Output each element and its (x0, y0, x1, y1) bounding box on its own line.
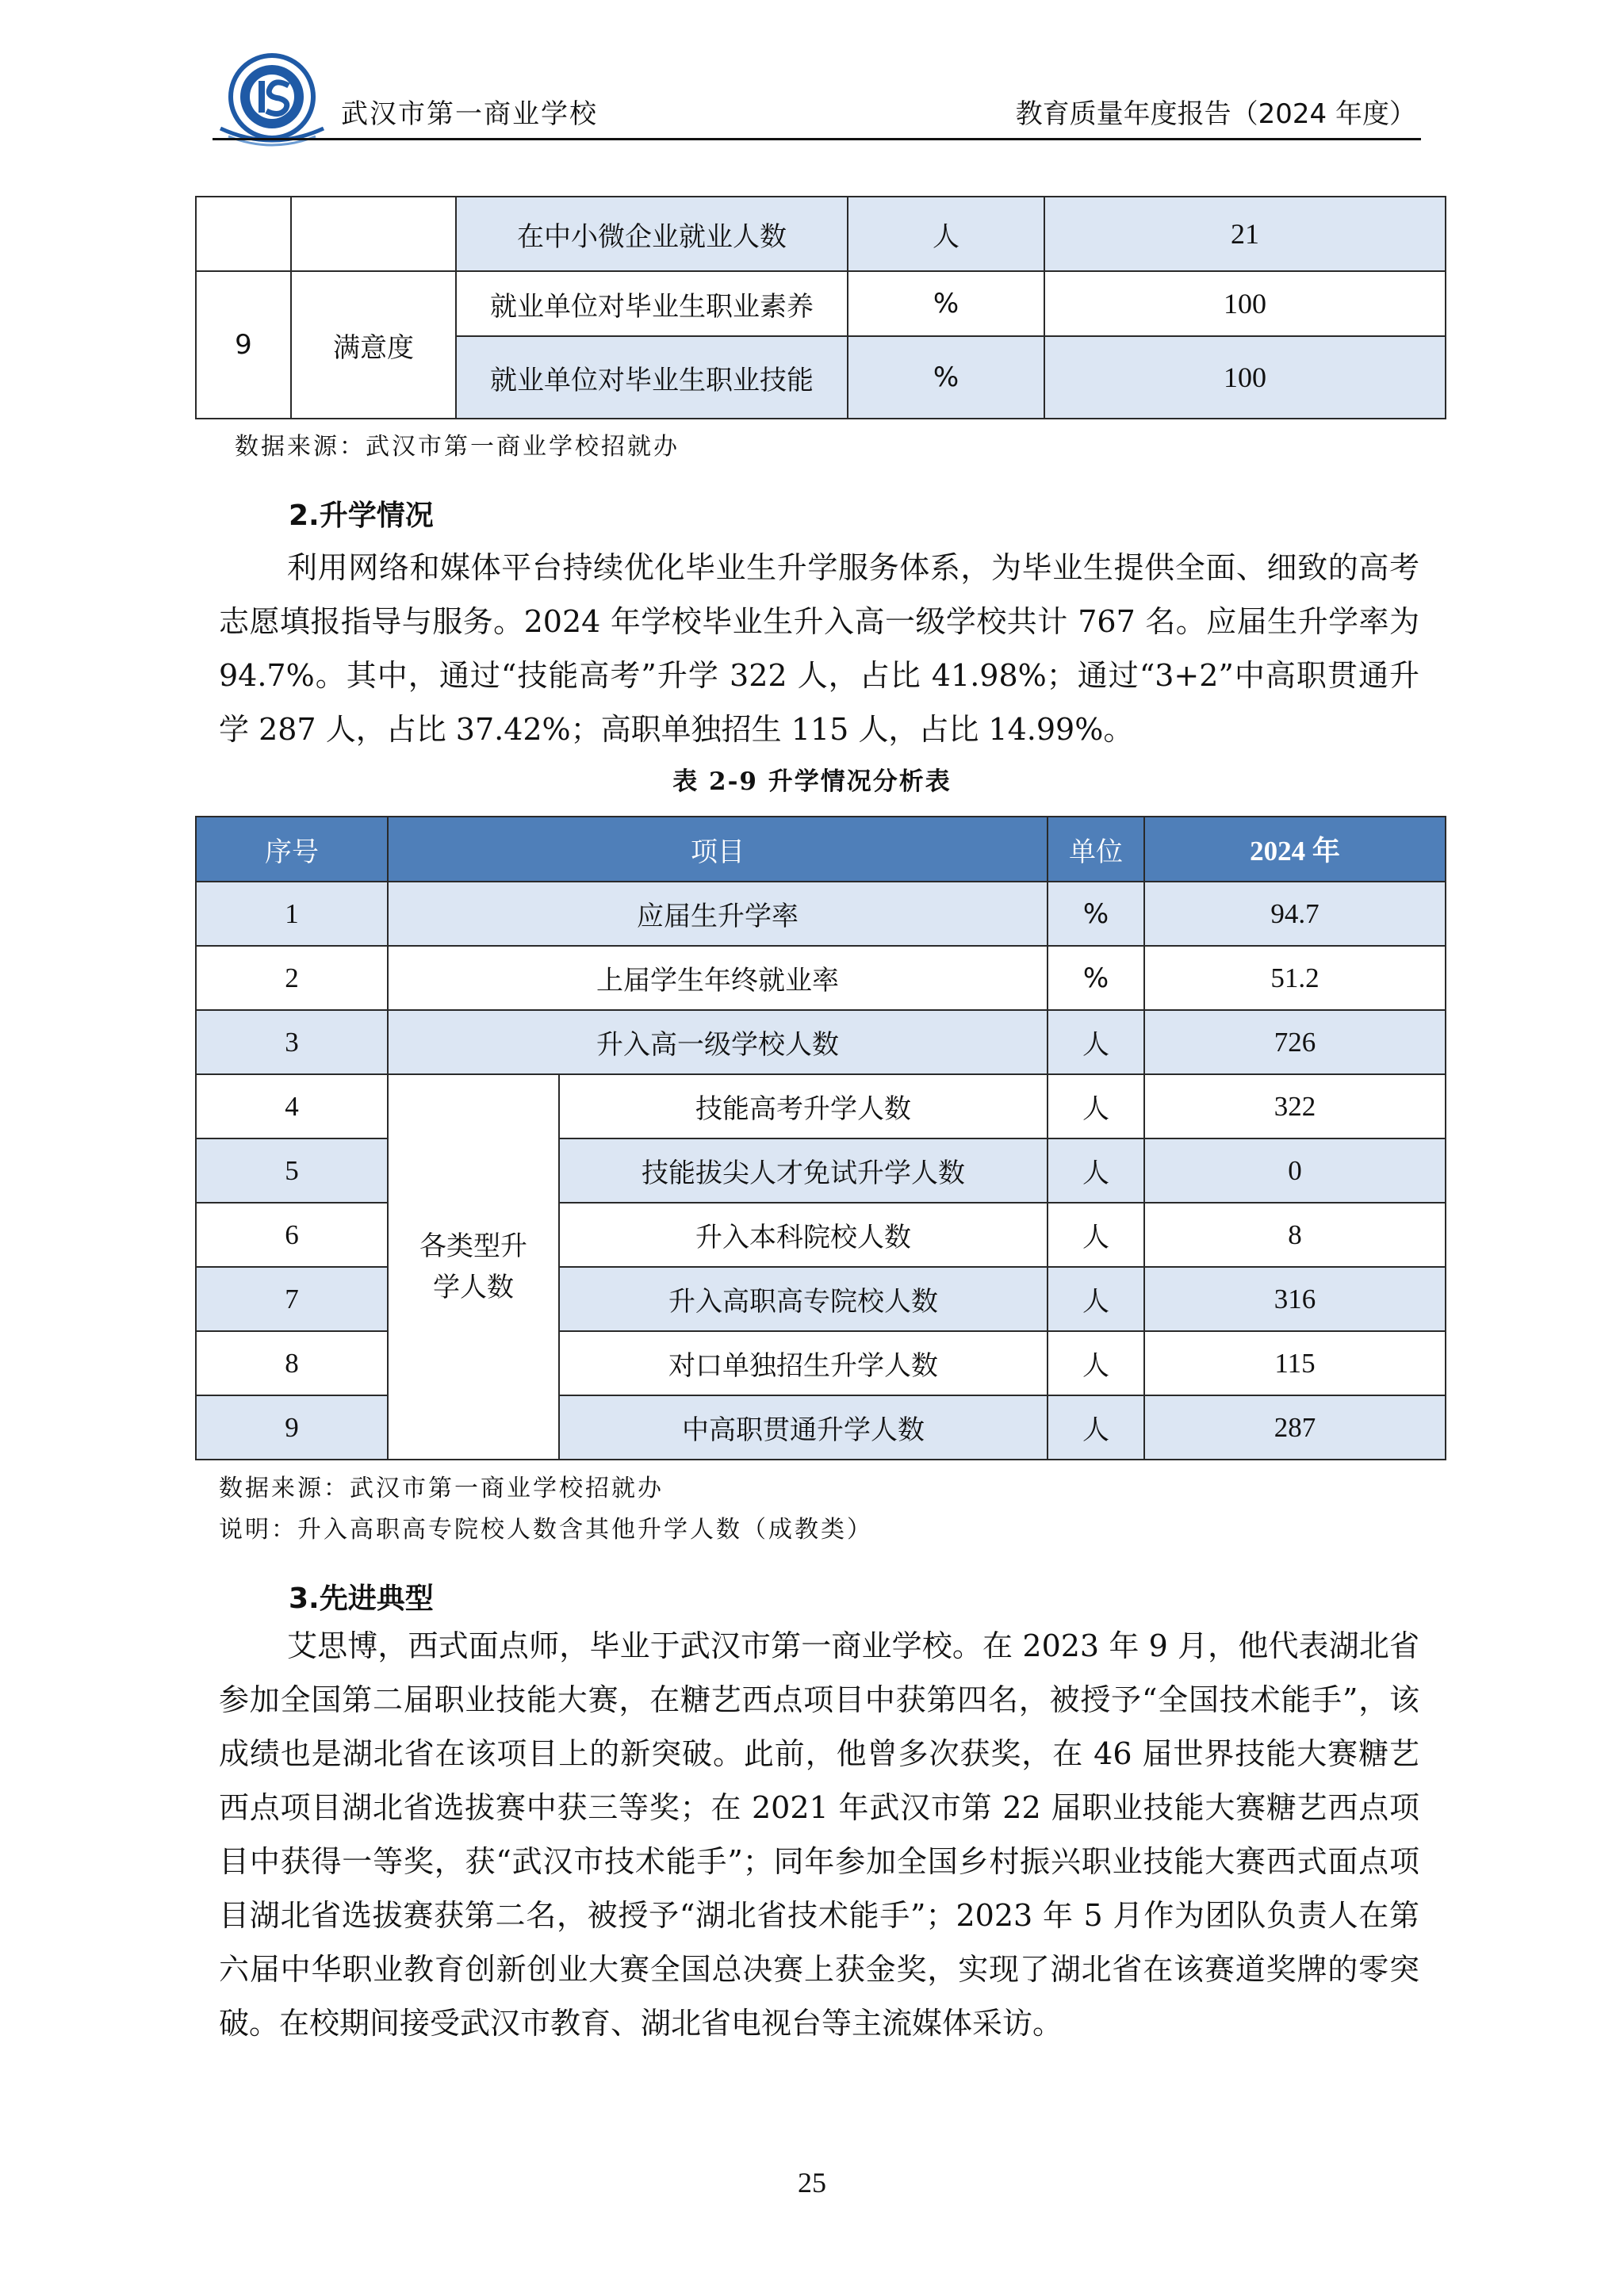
cell-item: 上届学生年终就业率 (388, 946, 1048, 1010)
cell-item: 升入高一级学校人数 (388, 1010, 1048, 1074)
table-row (196, 1074, 1446, 1138)
cell-index: 9 (196, 1395, 388, 1460)
cell-item: 中高职贯通升学人数 (559, 1395, 1048, 1460)
header-item: 项目 (388, 817, 1048, 882)
cell-value: 94.7 (1144, 882, 1446, 946)
cell-value: 100 (1044, 336, 1446, 419)
cell-value: 322 (1144, 1074, 1446, 1138)
cell-unit: % (1048, 882, 1144, 946)
table-row (196, 1267, 1446, 1331)
cell-value: 115 (1144, 1331, 1446, 1395)
enrollment-table (195, 816, 1446, 1460)
table-row (196, 1010, 1446, 1074)
data-source: 数据来源：武汉市第一商业学校招就办 (219, 1475, 664, 1502)
header-report-title: 教育质量年度报告（2024 年度） (1015, 98, 1416, 130)
table-row (196, 1395, 1446, 1460)
cell-index: 3 (196, 1010, 388, 1074)
cell-unit: % (848, 336, 1044, 419)
cell-item: 技能高考升学人数 (559, 1074, 1048, 1138)
cell-value: 51.2 (1144, 946, 1446, 1010)
cell-index: 1 (196, 882, 388, 946)
section-heading: 3.先进典型 (289, 1582, 434, 1615)
cell-index: 5 (196, 1138, 388, 1203)
cell-item: 在中小微企业就业人数 (456, 197, 848, 271)
cell-unit: 人 (1048, 1074, 1144, 1138)
page-number: 25 (798, 2167, 826, 2198)
header-unit: 单位 (1048, 817, 1144, 882)
cell-item: 升入高职高专院校人数 (559, 1267, 1048, 1331)
cell-value: 8 (1144, 1203, 1446, 1267)
cell-index: 9 (196, 271, 291, 419)
cell-item: 对口单独招生升学人数 (559, 1331, 1048, 1395)
table-row (196, 1331, 1446, 1395)
body-paragraph: 艾思博，西式面点师，毕业于武汉市第一商业学校。在 2023 年 9 月，他代表湖北省参加全国第二届职业技能大赛，在糖艺西点项目中获第四名，被授予“全国技术能手”，该成绩也是湖北省在该项目上的新突破。此前，他曾多次获奖，在 46 届世界技能大赛糖艺西点项目湖北省选拔赛中获三等奖；在 2021 年武汉市第 22 届职业技能大赛糖艺西点项目中获得一等奖，获“武汉市技术能手”；同年参加全国乡村振兴职业技能大赛西式面点项目湖北省选拔赛获第二名，被授予“湖北省技术能手”；2023 年 5 月作为团队负责人在第六届中华职业教育创新创业大赛全国总决赛上获金奖，实现了湖北省在该赛道奖牌的零突破。在校期间接受武汉市教育、湖北省电视台等主流媒体采访。 (219, 1628, 1419, 2041)
cell-category: 满意度 (291, 271, 456, 419)
cell-value: 726 (1144, 1010, 1446, 1074)
cell-unit: 人 (1048, 1331, 1144, 1395)
cell-unit: 人 (1048, 1267, 1144, 1331)
cell-value: 21 (1044, 197, 1446, 271)
cell-value: 100 (1044, 271, 1446, 336)
cell-value: 316 (1144, 1267, 1446, 1331)
cell-item: 技能拔尖人才免试升学人数 (559, 1138, 1048, 1203)
table-caption: 表 2-9 升学情况分析表 (672, 767, 952, 796)
table-row (196, 1203, 1446, 1267)
table-row (196, 882, 1446, 946)
cell-unit: 人 (1048, 1395, 1144, 1460)
group-label-text: 各类型升学人数 (419, 1230, 527, 1303)
header-school-name: 武汉市第一商业学校 (341, 98, 598, 130)
cell-unit: 人 (1048, 1010, 1144, 1074)
cell-category (291, 197, 456, 271)
cell-index: 7 (196, 1267, 388, 1331)
school-logo (213, 49, 331, 152)
header-index: 序号 (196, 817, 388, 882)
header-year: 2024 年 (1144, 817, 1446, 882)
table-header-row (196, 817, 1446, 882)
continued-table (195, 196, 1446, 419)
table-note: 说明：升入高职高专院校人数含其他升学人数（成教类） (219, 1516, 873, 1544)
cell-index: 6 (196, 1203, 388, 1267)
cell-index (196, 197, 291, 271)
cell-item: 应届生升学率 (388, 882, 1048, 946)
table-row (196, 271, 1446, 336)
body-paragraph: 利用网络和媒体平台持续优化毕业生升学服务体系，为毕业生提供全面、细致的高考志愿填报指导与服务。2024 年学校毕业生升入高一级学校共计 767 名。应届生升学率为 94.7%。其中，通过“技能高考”升学 322 人，占比 41.98%；通过“3+2”中高职贯通升学 287 人，占比 37.42%；高职单独招生 115 人，占比 14.99%。 (219, 550, 1419, 747)
cell-index: 4 (196, 1074, 388, 1138)
cell-unit: 人 (848, 197, 1044, 271)
group-label (388, 1074, 559, 1460)
cell-unit: 人 (1048, 1203, 1144, 1267)
table-row (196, 946, 1446, 1010)
table-row (196, 197, 1446, 271)
cell-value: 0 (1144, 1138, 1446, 1203)
table-row (196, 1138, 1446, 1203)
cell-index: 8 (196, 1331, 388, 1395)
cell-item: 就业单位对毕业生职业技能 (456, 336, 848, 419)
cell-item: 就业单位对毕业生职业素养 (456, 271, 848, 336)
cell-index: 2 (196, 946, 388, 1010)
cell-item: 升入本科院校人数 (559, 1203, 1048, 1267)
header-rule (213, 138, 1421, 140)
cell-unit: 人 (1048, 1138, 1144, 1203)
cell-value: 287 (1144, 1395, 1446, 1460)
section-heading: 2.升学情况 (289, 499, 434, 532)
cell-unit: % (1048, 946, 1144, 1010)
data-source: 数据来源：武汉市第一商业学校招就办 (235, 433, 680, 461)
cell-unit: % (848, 271, 1044, 336)
